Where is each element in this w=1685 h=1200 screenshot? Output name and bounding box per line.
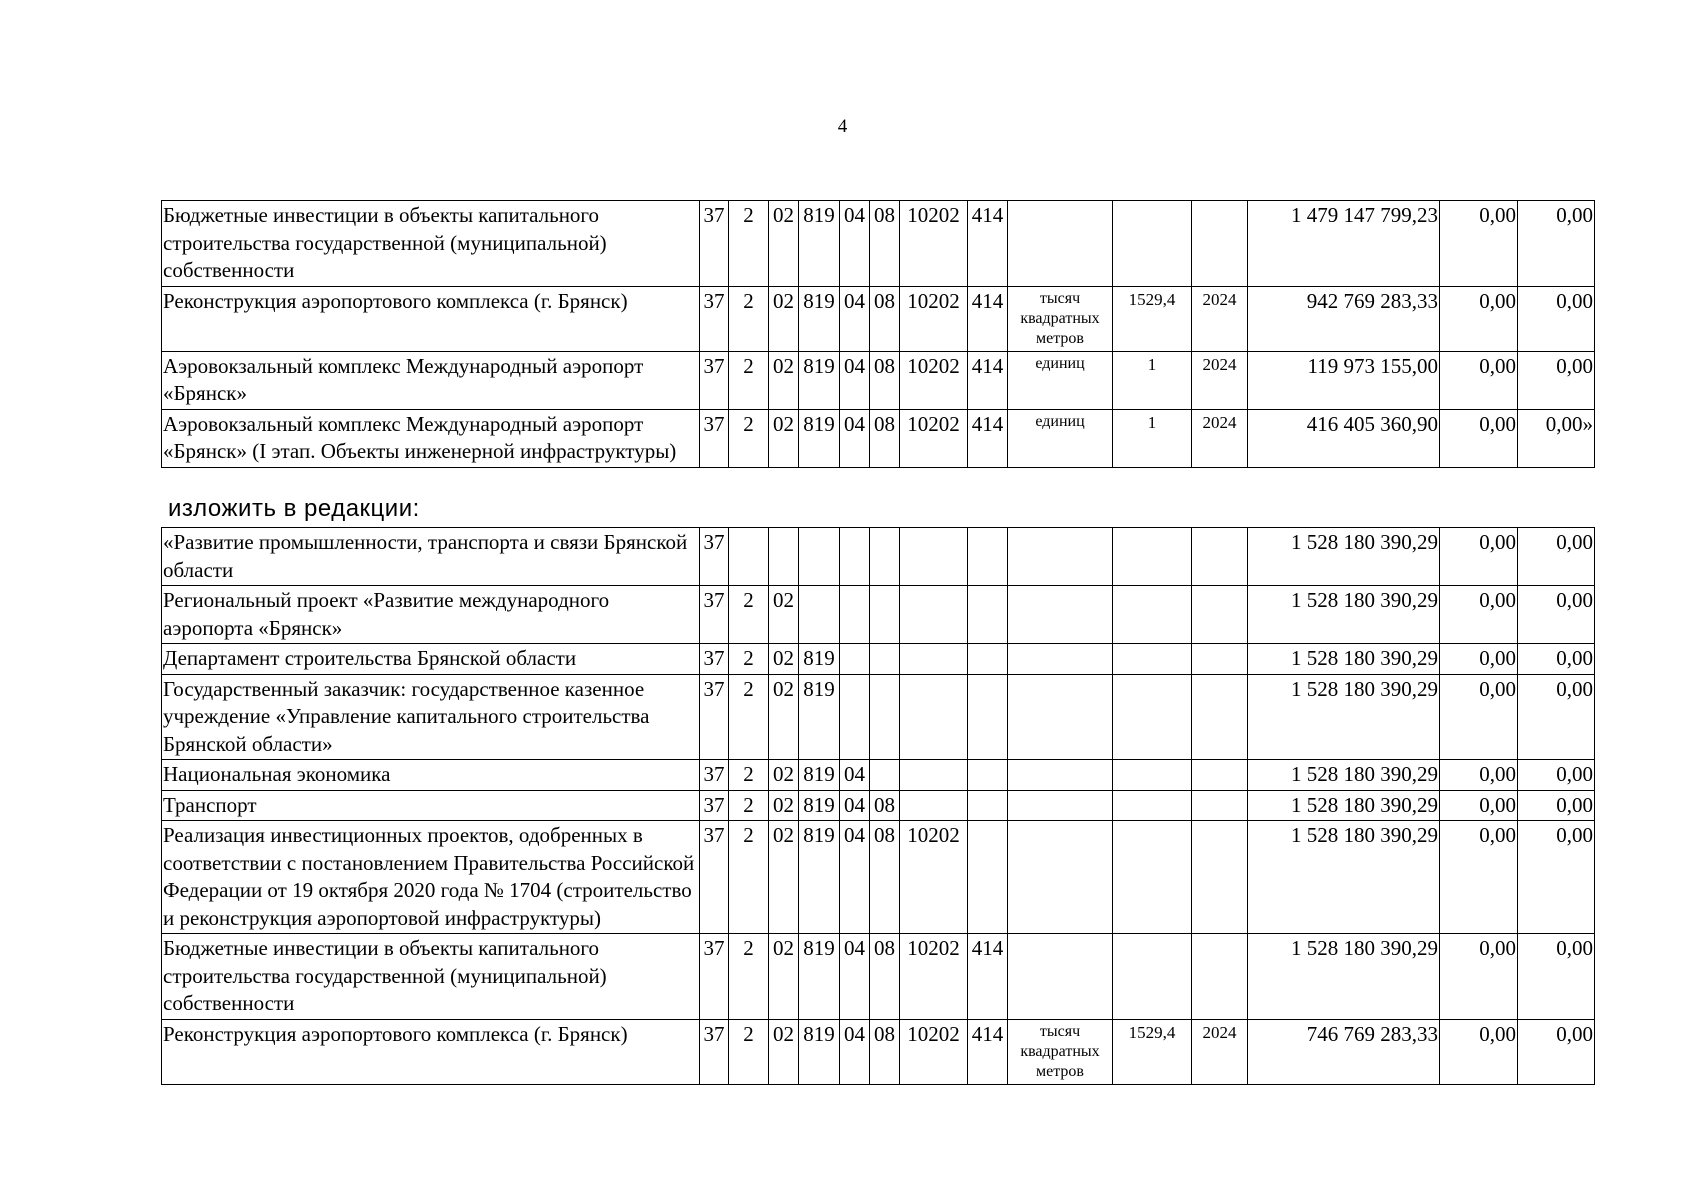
amount-cell: 0,00 — [1518, 760, 1595, 791]
year-cell — [1192, 644, 1248, 675]
amount-cell: 119 973 155,00 — [1248, 351, 1440, 409]
year-cell — [1192, 790, 1248, 821]
code-cell: 04 — [840, 409, 870, 467]
quantity-cell — [1113, 528, 1192, 586]
year-cell — [1192, 528, 1248, 586]
code-cell — [900, 644, 968, 675]
code-cell: 2 — [729, 586, 769, 644]
code-cell — [840, 674, 870, 760]
amount-cell: 0,00 — [1518, 586, 1595, 644]
year-cell — [1192, 934, 1248, 1020]
amount-cell: 1 528 180 390,29 — [1248, 934, 1440, 1020]
amount-cell: 1 528 180 390,29 — [1248, 528, 1440, 586]
year-cell: 2024 — [1192, 351, 1248, 409]
code-cell: 08 — [870, 409, 900, 467]
table-row — [162, 934, 1595, 1020]
code-cell — [870, 674, 900, 760]
code-cell: 37 — [700, 409, 729, 467]
amount-cell: 746 769 283,33 — [1248, 1019, 1440, 1084]
code-cell: 414 — [968, 409, 1008, 467]
code-cell: 819 — [799, 286, 840, 351]
row-name-cell: Аэровокзальный комплекс Международный аэропорт «Брянск» (I этап. Объекты инженерной инфраструктуры) — [162, 409, 700, 467]
amount-cell: 0,00 — [1518, 286, 1595, 351]
quantity-cell: 1 — [1113, 351, 1192, 409]
row-name-cell: Бюджетные инвестиции в объекты капитального строительства государственной (муниципальной) собственности — [162, 201, 700, 287]
code-cell: 819 — [799, 644, 840, 675]
quantity-cell — [1113, 760, 1192, 791]
year-cell: 2024 — [1192, 409, 1248, 467]
code-cell: 2 — [729, 674, 769, 760]
amount-cell: 0,00 — [1518, 1019, 1595, 1084]
code-cell: 2 — [729, 760, 769, 791]
amount-cell: 1 528 180 390,29 — [1248, 760, 1440, 791]
code-cell: 37 — [700, 1019, 729, 1084]
code-cell: 2 — [729, 934, 769, 1020]
code-cell — [900, 790, 968, 821]
code-cell: 02 — [769, 674, 799, 760]
code-cell — [840, 528, 870, 586]
unit-cell: тысяч квадратных метров — [1008, 1019, 1113, 1084]
table-row — [162, 644, 1595, 675]
code-cell — [900, 528, 968, 586]
year-cell — [1192, 586, 1248, 644]
code-cell: 37 — [700, 790, 729, 821]
amount-cell: 0,00 — [1440, 760, 1518, 791]
year-cell: 2024 — [1192, 286, 1248, 351]
year-cell: 2024 — [1192, 1019, 1248, 1084]
amount-cell: 0,00 — [1440, 409, 1518, 467]
year-cell — [1192, 821, 1248, 934]
unit-cell: единиц — [1008, 409, 1113, 467]
unit-cell — [1008, 821, 1113, 934]
code-cell: 02 — [769, 934, 799, 1020]
quantity-cell: 1 — [1113, 409, 1192, 467]
amount-cell: 0,00 — [1440, 528, 1518, 586]
code-cell: 819 — [799, 790, 840, 821]
quantity-cell: 1529,4 — [1113, 1019, 1192, 1084]
code-cell — [968, 528, 1008, 586]
row-name-cell: Бюджетные инвестиции в объекты капитального строительства государственной (муниципальной) собственности — [162, 934, 700, 1020]
code-cell: 37 — [700, 821, 729, 934]
quantity-cell — [1113, 201, 1192, 287]
amount-cell: 0,00 — [1518, 790, 1595, 821]
row-name-cell: Национальная экономика — [162, 760, 700, 791]
amount-cell: 0,00 — [1440, 286, 1518, 351]
code-cell: 2 — [729, 790, 769, 821]
code-cell: 819 — [799, 934, 840, 1020]
amount-cell: 0,00 — [1518, 821, 1595, 934]
quantity-cell — [1113, 644, 1192, 675]
code-cell: 819 — [799, 409, 840, 467]
table-row — [162, 821, 1595, 934]
amount-cell: 416 405 360,90 — [1248, 409, 1440, 467]
code-cell: 2 — [729, 644, 769, 675]
year-cell — [1192, 760, 1248, 791]
code-cell — [870, 586, 900, 644]
code-cell — [900, 760, 968, 791]
code-cell — [968, 674, 1008, 760]
code-cell: 414 — [968, 351, 1008, 409]
code-cell: 37 — [700, 644, 729, 675]
code-cell: 04 — [840, 201, 870, 287]
code-cell: 414 — [968, 286, 1008, 351]
amount-cell: 0,00 — [1518, 201, 1595, 287]
amount-cell: 0,00 — [1440, 674, 1518, 760]
amount-cell: 0,00 — [1440, 201, 1518, 287]
code-cell — [840, 586, 870, 644]
amount-cell: 0,00 — [1518, 351, 1595, 409]
amount-cell: 0,00» — [1518, 409, 1595, 467]
code-cell: 04 — [840, 286, 870, 351]
row-name-cell: Реконструкция аэропортового комплекса (г. Брянск) — [162, 1019, 700, 1084]
amount-cell: 0,00 — [1518, 528, 1595, 586]
code-cell: 819 — [799, 674, 840, 760]
code-cell: 37 — [700, 351, 729, 409]
row-name-cell: Транспорт — [162, 790, 700, 821]
code-cell: 37 — [700, 934, 729, 1020]
code-cell: 10202 — [900, 934, 968, 1020]
amount-cell: 942 769 283,33 — [1248, 286, 1440, 351]
year-cell — [1192, 201, 1248, 287]
unit-cell — [1008, 528, 1113, 586]
year-cell — [1192, 674, 1248, 760]
code-cell: 414 — [968, 1019, 1008, 1084]
code-cell: 02 — [769, 821, 799, 934]
code-cell: 10202 — [900, 821, 968, 934]
code-cell — [968, 821, 1008, 934]
table-row — [162, 790, 1595, 821]
quantity-cell — [1113, 674, 1192, 760]
amount-cell: 1 528 180 390,29 — [1248, 586, 1440, 644]
code-cell: 02 — [769, 1019, 799, 1084]
code-cell: 2 — [729, 201, 769, 287]
code-cell: 2 — [729, 409, 769, 467]
budget-table-after — [161, 527, 1595, 1085]
code-cell: 08 — [870, 790, 900, 821]
amount-cell: 0,00 — [1518, 674, 1595, 760]
code-cell — [900, 674, 968, 760]
code-cell: 819 — [799, 351, 840, 409]
code-cell: 08 — [870, 351, 900, 409]
code-cell — [900, 586, 968, 644]
code-cell — [840, 644, 870, 675]
code-cell: 2 — [729, 351, 769, 409]
amount-cell: 0,00 — [1440, 644, 1518, 675]
code-cell: 08 — [870, 821, 900, 934]
code-cell: 819 — [799, 821, 840, 934]
code-cell: 37 — [700, 201, 729, 287]
amount-cell: 1 528 180 390,29 — [1248, 674, 1440, 760]
unit-cell — [1008, 790, 1113, 821]
quantity-cell — [1113, 934, 1192, 1020]
quantity-cell — [1113, 586, 1192, 644]
row-name-cell: Департамент строительства Брянской области — [162, 644, 700, 675]
code-cell: 10202 — [900, 201, 968, 287]
code-cell — [799, 528, 840, 586]
code-cell — [968, 760, 1008, 791]
code-cell: 02 — [769, 409, 799, 467]
section-label: изложить в редакции: — [168, 495, 420, 522]
code-cell — [769, 528, 799, 586]
budget-table-before — [161, 200, 1595, 468]
code-cell: 08 — [870, 286, 900, 351]
code-cell: 2 — [729, 1019, 769, 1084]
code-cell — [968, 586, 1008, 644]
amount-cell: 0,00 — [1518, 644, 1595, 675]
code-cell — [870, 644, 900, 675]
amount-cell: 0,00 — [1440, 821, 1518, 934]
row-name-cell: Реализация инвестиционных проектов, одобренных в соответствии с постановлением Правительства Российской Федерации от 19 октября 2020 года № 1704 (строительство и реконструкция аэропортовой инфраструктуры) — [162, 821, 700, 934]
code-cell: 02 — [769, 644, 799, 675]
amount-cell: 0,00 — [1440, 934, 1518, 1020]
code-cell: 819 — [799, 201, 840, 287]
code-cell: 08 — [870, 201, 900, 287]
table-row — [162, 586, 1595, 644]
code-cell — [729, 528, 769, 586]
code-cell — [968, 644, 1008, 675]
table-row — [162, 409, 1595, 467]
code-cell — [968, 790, 1008, 821]
amount-cell: 1 479 147 799,23 — [1248, 201, 1440, 287]
amount-cell: 1 528 180 390,29 — [1248, 821, 1440, 934]
code-cell: 819 — [799, 760, 840, 791]
code-cell: 04 — [840, 1019, 870, 1084]
amount-cell: 0,00 — [1440, 351, 1518, 409]
row-name-cell: Реконструкция аэропортового комплекса (г. Брянск) — [162, 286, 700, 351]
amount-cell: 1 528 180 390,29 — [1248, 790, 1440, 821]
unit-cell — [1008, 760, 1113, 791]
amount-cell: 0,00 — [1440, 1019, 1518, 1084]
code-cell: 08 — [870, 934, 900, 1020]
row-name-cell: Региональный проект «Развитие международного аэропорта «Брянск» — [162, 586, 700, 644]
code-cell: 37 — [700, 586, 729, 644]
quantity-cell — [1113, 821, 1192, 934]
unit-cell — [1008, 674, 1113, 760]
unit-cell — [1008, 586, 1113, 644]
table-row — [162, 286, 1595, 351]
code-cell: 37 — [700, 760, 729, 791]
unit-cell — [1008, 934, 1113, 1020]
code-cell: 2 — [729, 821, 769, 934]
code-cell: 37 — [700, 674, 729, 760]
amount-cell: 0,00 — [1440, 586, 1518, 644]
code-cell: 37 — [700, 286, 729, 351]
code-cell: 10202 — [900, 286, 968, 351]
code-cell: 02 — [769, 286, 799, 351]
code-cell: 10202 — [900, 1019, 968, 1084]
table-row — [162, 528, 1595, 586]
code-cell: 10202 — [900, 351, 968, 409]
amount-cell: 0,00 — [1440, 790, 1518, 821]
code-cell: 04 — [840, 351, 870, 409]
table-row — [162, 351, 1595, 409]
code-cell: 37 — [700, 528, 729, 586]
code-cell: 04 — [840, 790, 870, 821]
code-cell: 08 — [870, 1019, 900, 1084]
unit-cell — [1008, 201, 1113, 287]
amount-cell: 0,00 — [1518, 934, 1595, 1020]
amount-cell: 1 528 180 390,29 — [1248, 644, 1440, 675]
unit-cell: тысяч квадратных метров — [1008, 286, 1113, 351]
table-row — [162, 674, 1595, 760]
code-cell: 414 — [968, 201, 1008, 287]
code-cell: 10202 — [900, 409, 968, 467]
row-name-cell: «Развитие промышленности, транспорта и связи Брянской области — [162, 528, 700, 586]
code-cell: 04 — [840, 821, 870, 934]
code-cell: 414 — [968, 934, 1008, 1020]
code-cell: 02 — [769, 586, 799, 644]
unit-cell: единиц — [1008, 351, 1113, 409]
code-cell: 02 — [769, 201, 799, 287]
code-cell: 02 — [769, 351, 799, 409]
code-cell — [799, 586, 840, 644]
code-cell: 2 — [729, 286, 769, 351]
row-name-cell: Аэровокзальный комплекс Международный аэропорт «Брянск» — [162, 351, 700, 409]
row-name-cell: Государственный заказчик: государственное казенное учреждение «Управление капитального строительства Брянской области» — [162, 674, 700, 760]
table-row — [162, 760, 1595, 791]
code-cell: 02 — [769, 790, 799, 821]
table-row — [162, 1019, 1595, 1084]
code-cell: 819 — [799, 1019, 840, 1084]
code-cell: 04 — [840, 760, 870, 791]
code-cell: 04 — [840, 934, 870, 1020]
page-number: 4 — [837, 116, 848, 137]
quantity-cell: 1529,4 — [1113, 286, 1192, 351]
code-cell — [870, 760, 900, 791]
code-cell: 02 — [769, 760, 799, 791]
quantity-cell — [1113, 790, 1192, 821]
code-cell — [870, 528, 900, 586]
unit-cell — [1008, 644, 1113, 675]
table-row — [162, 201, 1595, 287]
